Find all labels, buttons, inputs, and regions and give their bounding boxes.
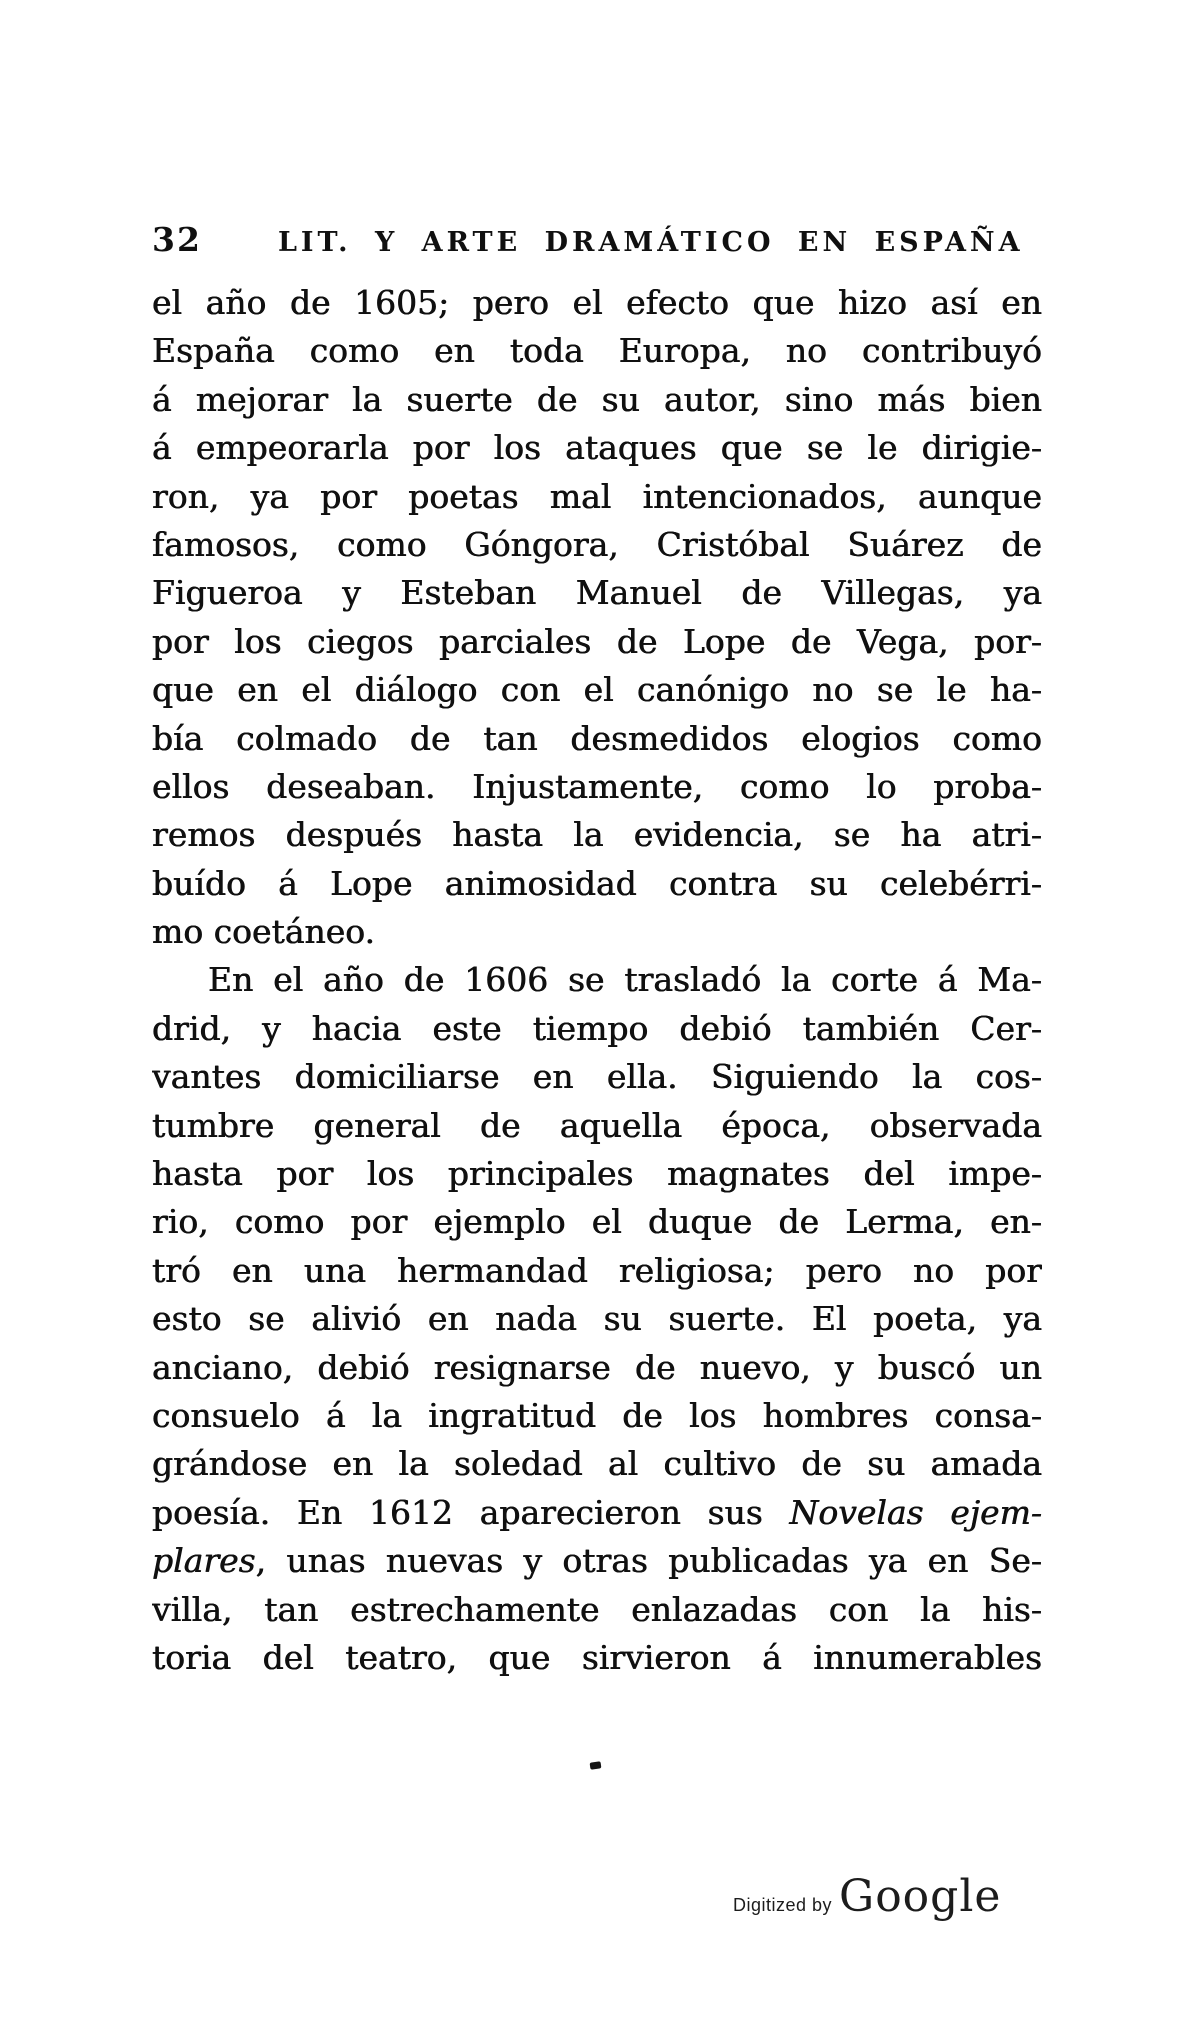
page-number: 32: [152, 220, 202, 259]
text-line: [152, 618, 1042, 666]
text-line: [152, 666, 1042, 714]
text-line: [152, 521, 1042, 569]
text-line: [152, 327, 1042, 375]
text-segment: esto se alivió en nada su suerte. El poeta, ya: [152, 1299, 1042, 1339]
text-block: [152, 279, 1042, 1682]
text-line: [152, 908, 1042, 956]
text-segment: rio, como por ejemplo el duque de Lerma, en-: [152, 1202, 1042, 1242]
text-line: [152, 715, 1042, 763]
text-segment: tró en una hermandad religiosa; pero no por: [152, 1250, 1042, 1290]
running-head: [152, 220, 1024, 259]
text-line: [152, 1392, 1042, 1440]
text-line: [152, 1005, 1042, 1053]
text-segment: ellos deseaban. Injustamente, como lo proba-: [152, 766, 1042, 806]
text-line: [152, 569, 1042, 617]
text-line: [152, 1102, 1042, 1150]
text-segment: hasta por los principales magnates del impe-: [152, 1154, 1042, 1194]
text-segment: famosos, como Góngora, Cristóbal Suárez de: [152, 524, 1042, 564]
text-segment: Figueroa y Esteban Manuel de Villegas, ya: [152, 573, 1042, 613]
text-line: [152, 1198, 1042, 1246]
text-segment: toria del teatro, que sirvieron á innumerables: [152, 1637, 1042, 1677]
text-line: [152, 860, 1042, 908]
text-segment: ron, ya por poetas mal intencionados, aunque: [152, 476, 1042, 516]
ink-speck: [590, 1761, 602, 1769]
text-line: [152, 1489, 1042, 1537]
text-segment: bía colmado de tan desmedidos elogios como: [152, 718, 1042, 758]
text-segment: por los ciegos parciales de Lope de Vega, por-: [152, 621, 1042, 661]
text-segment: grándose en la soledad al cultivo de su amada: [152, 1444, 1042, 1484]
running-title: LIT. Y ARTE DRAMÁTICO EN ESPAÑA: [277, 227, 1024, 258]
text-line: [152, 1150, 1042, 1198]
digitized-by-label: Digitized by: [733, 1895, 833, 1915]
text-line: [152, 1295, 1042, 1343]
text-segment: mo coetáneo.: [152, 912, 376, 952]
text-segment: tumbre general de aquella época, observada: [152, 1105, 1042, 1145]
text-line: [152, 1053, 1042, 1101]
text-segment: España como en toda Europa, no contribuyó: [152, 331, 1042, 371]
text-line: [152, 811, 1042, 859]
text-line: [152, 1344, 1042, 1392]
italic-text-segment: plares: [152, 1541, 256, 1581]
text-line: [152, 1440, 1042, 1488]
text-segment: drid, y hacia este tiempo debió también Cer-: [152, 1008, 1042, 1048]
italic-text-segment: Novelas ejem-: [789, 1492, 1042, 1532]
text-segment: anciano, debió resignarse de nuevo, y buscó un: [152, 1347, 1042, 1387]
text-segment: vantes domiciliarse en ella. Siguiendo la cos-: [152, 1057, 1042, 1097]
text-segment: buído á Lope animosidad contra su celebérri-: [152, 863, 1042, 903]
google-watermark: [733, 1871, 1001, 1922]
text-segment: á mejorar la suerte de su autor, sino más bien: [152, 379, 1042, 419]
text-segment: remos después hasta la evidencia, se ha atri-: [152, 815, 1042, 855]
text-segment: á empeorarla por los ataques que se le dirigie-: [152, 428, 1042, 468]
text-segment: poesía. En 1612 aparecieron sus: [152, 1492, 790, 1532]
text-line: [152, 473, 1042, 521]
text-line: [152, 1634, 1042, 1682]
text-line: [152, 1247, 1042, 1295]
text-segment: En el año de 1606 se trasladó la corte á Ma-: [208, 960, 1042, 1000]
text-line: [152, 376, 1042, 424]
text-segment: que en el diálogo con el canónigo no se le ha-: [152, 670, 1042, 710]
text-segment: consuelo á la ingratitud de los hombres consa-: [152, 1395, 1042, 1435]
text-segment: , unas nuevas y otras publicadas ya en Se-: [255, 1541, 1042, 1581]
text-segment: villa, tan estrechamente enlazadas con la his-: [152, 1589, 1042, 1629]
text-line: [152, 763, 1042, 811]
text-line: [152, 1586, 1042, 1634]
text-segment: el año de 1605; pero el efecto que hizo así en: [152, 283, 1042, 322]
google-logotype: Google: [839, 1871, 1002, 1922]
text-line: [152, 956, 1042, 1004]
text-line: [152, 279, 1042, 327]
text-line: [152, 424, 1042, 472]
text-line: [152, 1537, 1042, 1585]
